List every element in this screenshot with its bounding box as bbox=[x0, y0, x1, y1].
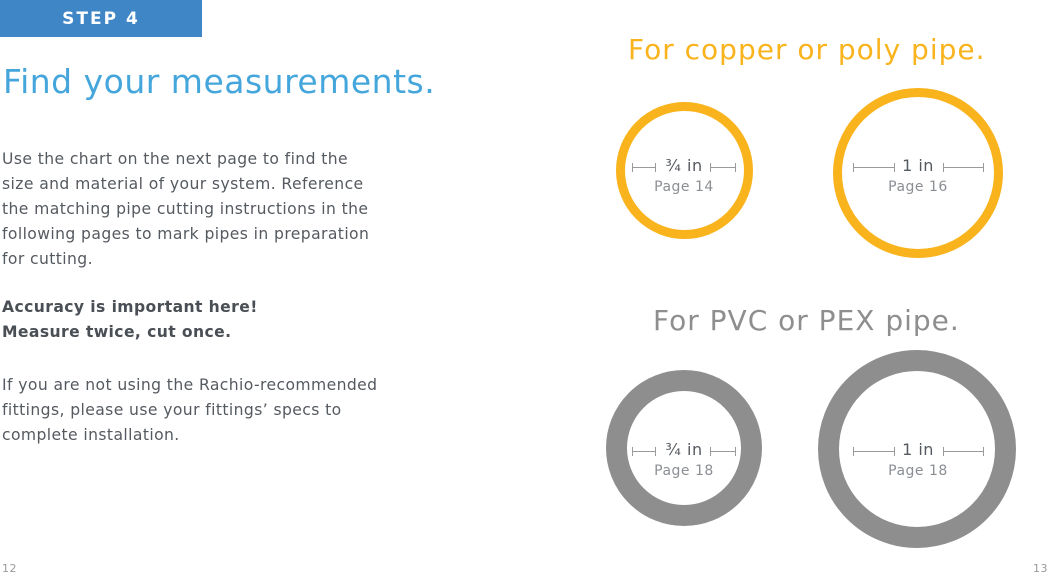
page-number-right: 13 bbox=[1033, 562, 1048, 575]
note-paragraph bbox=[2, 373, 442, 448]
pipe-size: ¾ in bbox=[665, 440, 703, 459]
emphasis-line: Measure twice, cut once. bbox=[2, 323, 232, 341]
pvc-section-title: For PVC or PEX pipe. bbox=[653, 304, 960, 337]
step-label: STEP 4 bbox=[62, 8, 140, 29]
pvc-one-inch-label bbox=[878, 440, 958, 479]
note-line: complete installation. bbox=[2, 426, 180, 444]
page-reference: Page 18 bbox=[654, 463, 714, 479]
pipe-size: ¾ in bbox=[665, 156, 703, 175]
intro-line: the matching pipe cutting instructions in the bbox=[2, 200, 369, 218]
page-reference: Page 14 bbox=[654, 179, 714, 195]
pipe-size: 1 in bbox=[902, 440, 934, 459]
step-badge bbox=[0, 0, 202, 37]
pvc-three-quarter-label bbox=[644, 440, 724, 479]
emphasis-line: Accuracy is important here! bbox=[2, 298, 258, 316]
intro-line: following pages to mark pipes in preparation bbox=[2, 225, 370, 243]
page-number-left: 12 bbox=[2, 562, 17, 575]
copper-one-inch-label bbox=[878, 156, 958, 195]
page-reference: Page 16 bbox=[888, 179, 948, 195]
pipe-size: 1 in bbox=[902, 156, 934, 175]
emphasis-paragraph bbox=[2, 295, 442, 345]
intro-line: for cutting. bbox=[2, 250, 93, 268]
copper-three-quarter-label bbox=[644, 156, 724, 195]
intro-paragraph bbox=[2, 147, 442, 272]
intro-line: size and material of your system. Reference bbox=[2, 175, 364, 193]
note-line: fittings, please use your fittings’ specs to bbox=[2, 401, 342, 419]
page-heading: Find your measurements. bbox=[3, 62, 436, 101]
page-reference: Page 18 bbox=[888, 463, 948, 479]
note-line: If you are not using the Rachio-recommended bbox=[2, 376, 378, 394]
intro-line: Use the chart on the next page to find the bbox=[2, 150, 349, 168]
copper-section-title: For copper or poly pipe. bbox=[628, 33, 986, 66]
